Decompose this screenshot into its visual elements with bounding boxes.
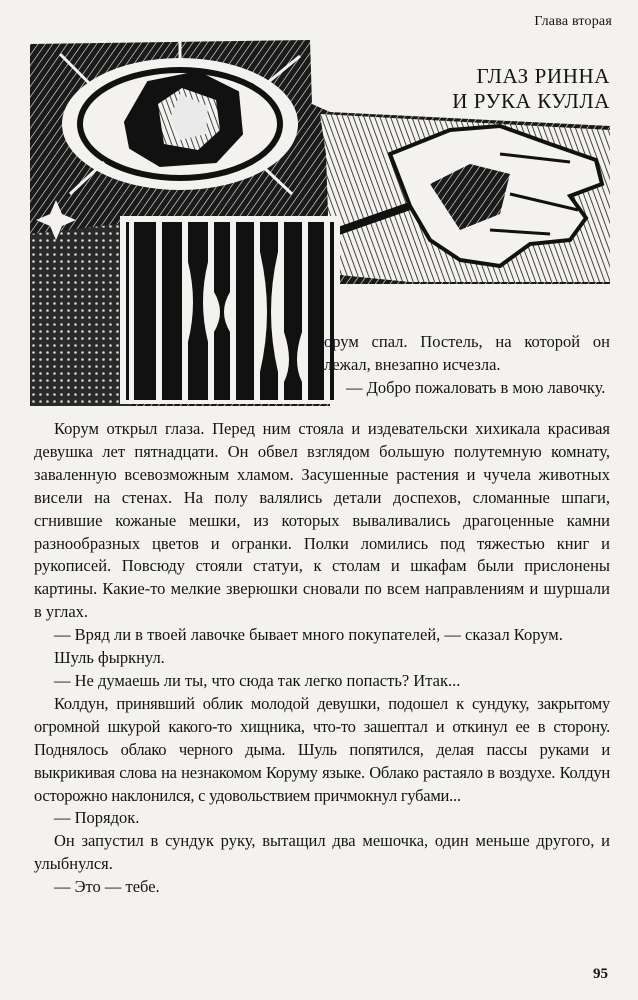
drop-cap-k <box>120 216 340 404</box>
paragraph: Он запустил в сундук руку, вытащил два мешочка, один меньше другого, и улыбнулся. <box>34 831 610 874</box>
paragraph: — Не думаешь ли ты, что сюда так легко попасть? Итак... <box>54 670 461 690</box>
chapter-title-line-1: ГЛАЗ РИННА <box>476 64 610 88</box>
paragraph: Колдун, принявший облик молодой девушки, подошел к сундуку, закрытому огромной шкурой какого-то хищника, что-то зашептал и откинул ее в сторону. Поднялось облако черного дыма. Шуль попятился, делая пассы руками и выкрикивая слова на незнакомом Коруму языке. Облако растаяло в воздухе. Колдун осторожно наклонился, с удовольствием причмокнул губами... <box>34 693 610 805</box>
paragraph: Шуль фыркнул. <box>54 648 165 668</box>
chapter-title-line-2: И РУКА КУЛЛА <box>452 89 610 113</box>
paragraph: — Добро пожаловать в мою лавочку. <box>346 378 606 397</box>
running-head: Глава вторая <box>534 14 612 29</box>
body-text <box>34 418 610 899</box>
opening-paragraph <box>324 330 610 399</box>
paragraph: — Вряд ли в твоей лавочке бывает много покупателей, — сказал Корум. <box>54 625 563 645</box>
paragraph: — Порядок. <box>54 808 140 828</box>
paragraph: — Это — тебе. <box>54 877 160 897</box>
page-number: 95 <box>593 966 608 982</box>
paragraph: Корум открыл глаза. Перед ним стояла и издевательски хихикала красивая девушка лет пятнадцати. Он обвел взглядом большую полутемную комнату, заваленную всевозможным хламом. Засушенные растения и чучела животных висели на стенах. На полу валялись детали доспехов, сломанные шпаги, сгнившие кожаные мешки, из которых вываливались драгоценные камни разнообразных цветов и огранки. Полки ломились под тяжестью книг и рукописей. Повсюду стояли статуи, к столам и шкафам были прислонены картины. Какие-то мелкие зверюшки сновали по всем направлениям и шуршали в углах. <box>34 419 610 622</box>
paragraph: орум спал. Постель, на которой он лежал, внезапно исчезла. <box>324 332 610 374</box>
